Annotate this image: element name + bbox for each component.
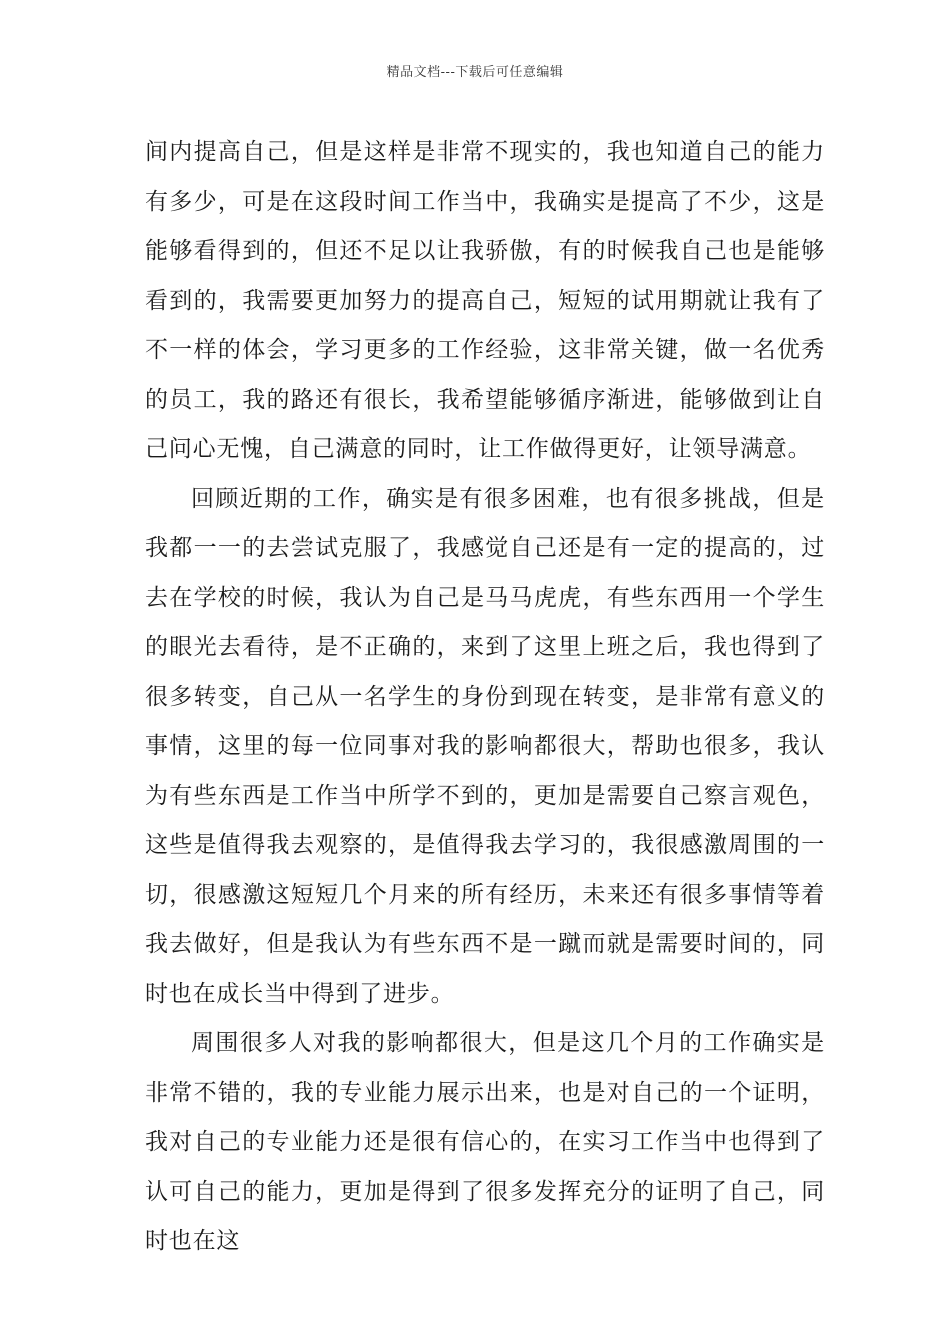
document-body [145, 128, 825, 1267]
paragraph-3: 周围很多人对我的影响都很大，但是这几个月的工作确实是非常不错的，我的专业能力展示出来，也是对自己的一个证明，我对自己的专业能力还是很有信心的，在实习工作当中也得到了认可自己的能力，更加是得到了很多发挥充分的证明了自己，同时也在这 [145, 1030, 825, 1254]
paragraph-2: 回顾近期的工作，确实是有很多困难，也有很多挑战，但是我都一一的去尝试克服了，我感觉自己还是有一定的提高的，过去在学校的时候，我认为自己是马马虎虎，有些东西用一个学生的眼光去看待，是不正确的，来到了这里上班之后，我也得到了很多转变，自己从一名学生的身份到现在转变，是非常有意义的事情，这里的每一位同事对我的影响都很大，帮助也很多，我认为有些东西是工作当中所学不到的，更加是需要自己察言观色，这些是值得我去观察的，是值得我去学习的，我很感激周围的一切，很感激这短短几个月来的所有经历，未来还有很多事情等着我去做好，但是我认为有些东西不是一蹴而就是需要时间的，同时也在成长当中得到了进步。 [145, 485, 825, 1007]
page-header: 精品文档---下载后可任意编辑 [386, 65, 564, 80]
paragraph-1: 间内提高自己，但是这样是非常不现实的，我也知道自己的能力有多少，可是在这段时间工作当中，我确实是提高了不少，这是能够看得到的，但还不足以让我骄傲，有的时候我自己也是能够看到的，我需要更加努力的提高自己，短短的试用期就让我有了不一样的体会，学习更多的工作经验，这非常关键，做一名优秀的员工，我的路还有很长，我希望能够循序渐进，能够做到让自己问心无愧，自己满意的同时，让工作做得更好，让领导满意。 [145, 139, 825, 462]
